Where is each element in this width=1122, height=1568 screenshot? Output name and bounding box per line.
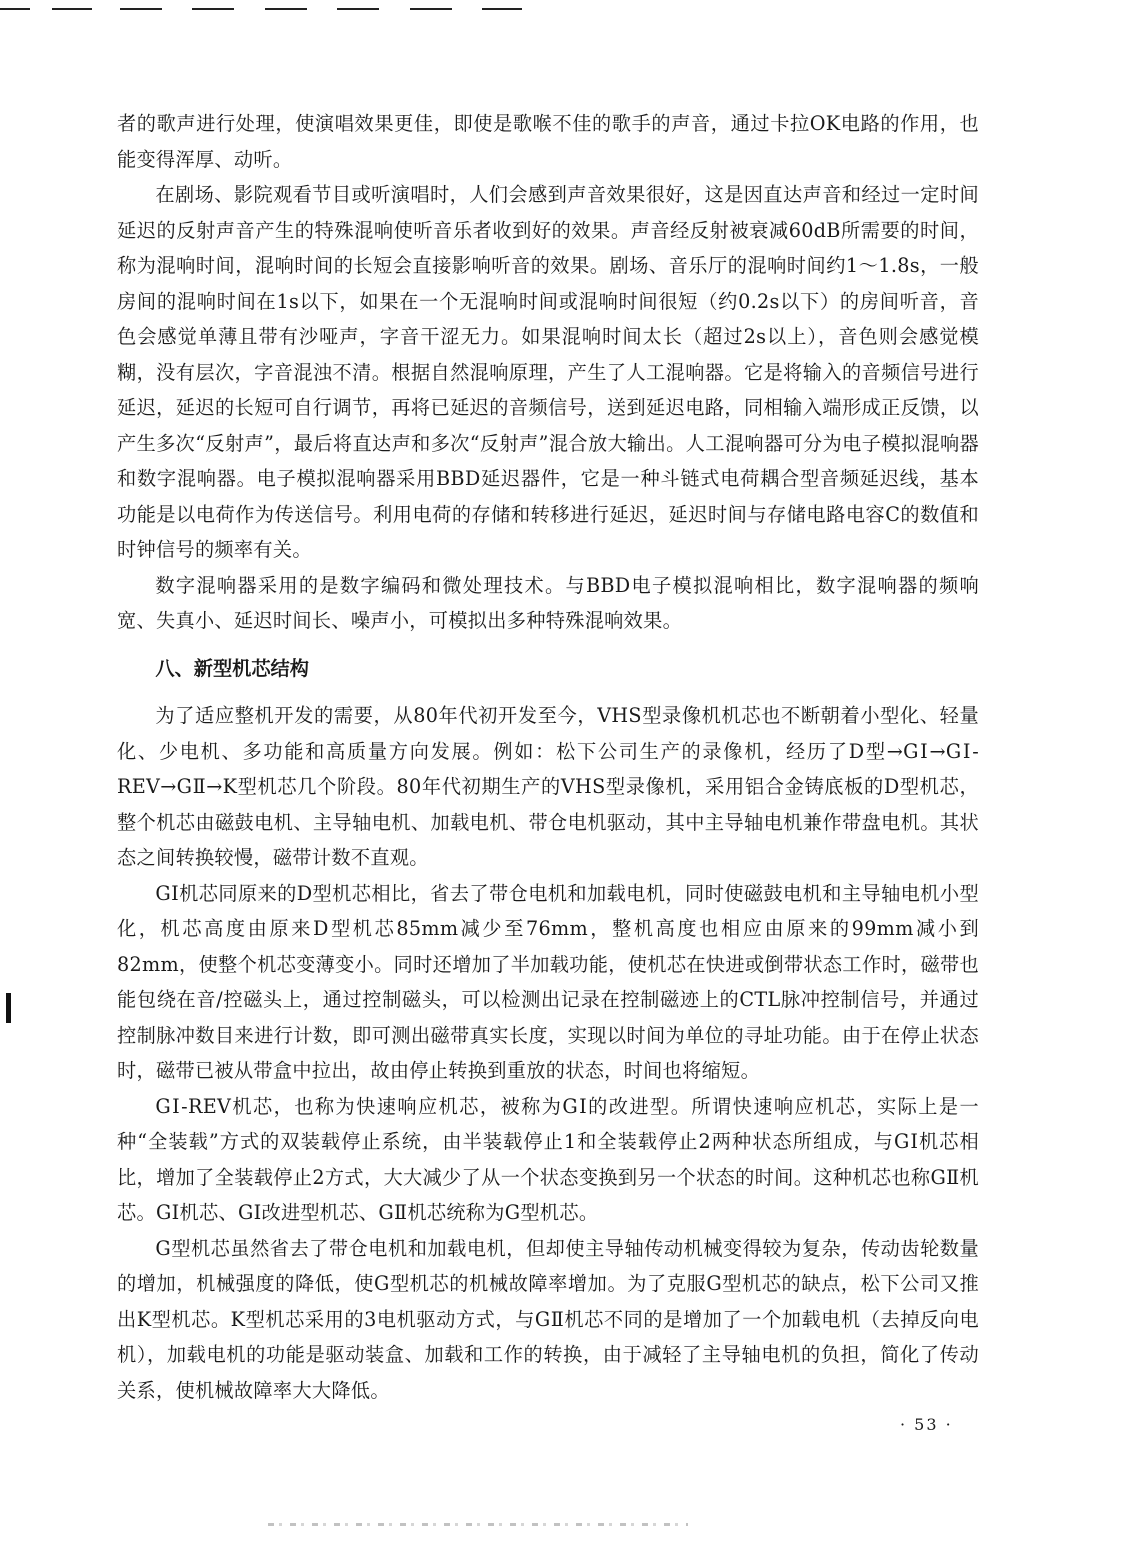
paragraph-mechanism-development: 为了适应整机开发的需要，从80年代初开发至今，VHS型录像机机芯也不断朝着小型化、轻量化、少电机、多功能和高质量方向发展。例如：松下公司生产的录像机，经历了D型→GⅠ→GⅠ-REV→GⅡ→K型机芯几个阶段。80年代初期生产的VHS型录像机，采用铝合金铸底板的D型机芯，整个机芯由磁鼓电机、主导轴电机、加载电机、带仓电机驱动，其中主导轴电机兼作带盘电机。其状态之间转换较慢，磁带计数不直观。 [117,704,979,869]
scan-bottom-noise [268,1523,688,1526]
paragraph-g1-mechanism: GⅠ机芯同原来的D型机芯相比，省去了带仓电机和加载电机，同时使磁鼓电机和主导轴电机小型化，机芯高度由原来D型机芯85mm减少至76mm，整机高度也相应由原来的99mm减小到82mm，使整个机芯变薄变小。同时还增加了半加载功能，使机芯在快进或倒带状态工作时，磁带也能包绕在音/控磁头上，通过控制磁头，可以检测出记录在控制磁迹上的CTL脉冲控制信号，并通过控制脉冲数目来进行计数，即可测出磁带真实长度，实现以时间为单位的寻址功能。由于在停止状态时，磁带已被从带盒中拉出，故由停止转换到重放的状态，时间也将缩短。 [117,881,979,1082]
paragraph-digital-reverb: 数字混响器采用的是数字编码和微处理技术。与BBD电子模拟混响相比，数字混响器的频响宽、失真小、延迟时间长、噪声小，可模拟出多种特殊混响效果。 [117,573,979,632]
scan-margin-mark [6,993,11,1023]
page-number: · 53 · [900,1415,953,1434]
scan-edge-marks [0,0,1122,12]
paragraph-k-mechanism: G型机芯虽然省去了带仓电机和加载电机，但却使主导轴传动机械变得较为复杂，传动齿轮数量的增加，机械强度的降低，使G型机芯的机械故障率增加。为了克服G型机芯的缺点，松下公司又推出K型机芯。K型机芯采用的3电机驱动方式，与GⅡ机芯不同的是增加了一个加载电机（去掉反向电机），加载电机的功能是驱动装盒、加载和工作的转换，由于减轻了主导轴电机的负担，简化了传动关系，使机械故障率大大降低。 [117,1236,979,1402]
paragraph-reverb: 在剧场、影院观看节目或听演唱时，人们会感到声音效果很好，这是因直达声音和经过一定时间延迟的反射声音产生的特殊混响使听音乐者收到好的效果。声音经反射被衰减60dB所需要的时间，称为混响时间，混响时间的长短会直接影响听音的效果。剧场、音乐厅的混响时间约1～1.8s，一般房间的混响时间在1s以下，如果在一个无混响时间或混响时间很短（约0.2s以下）的房间听音，音色会感觉单薄且带有沙哑声，字音干涩无力。如果混响时间太长（超过2s以上），音色则会感觉模糊，没有层次，字音混浊不清。根据自然混响原理，产生了人工混响器。它是将输入的音频信号进行延迟，延迟的长短可自行调节，再将已延迟的音频信号，送到延迟电路，同相输入端形成正反馈，以产生多次“反射声”，最后将直达声和多次“反射声”混合放大输出。人工混响器可分为电子模拟混响器和数字混响器。电子模拟混响器采用BBD延迟器件，它是一种斗链式电荷耦合型音频延迟线，基本功能是以电荷作为传送信号。利用电荷的存储和转移进行延迟，延迟时间与存储电路电容C的数值和时钟信号的频率有关。 [117,183,979,561]
paragraph-continued: 者的歌声进行处理，使演唱效果更佳，即使是歌喉不佳的歌手的声音，通过卡拉OK电路的作用，也能变得浑厚、动听。 [117,112,979,171]
paragraph-g1-rev-mechanism: GⅠ-REV机芯，也称为快速响应机芯，被称为GⅠ的改进型。所谓快速响应机芯，实际上是一种“全装载”方式的双装载停止系统，由半装载停止1和全装载停止2两种状态所组成，与GⅠ机芯相比，增加了全装载停止2方式，大大减少了从一个状态变换到另一个状态的时间。这种机芯也称GⅡ机芯。GⅠ机芯、GⅠ改进型机芯、GⅡ机芯统称为G型机芯。 [117,1094,979,1224]
page-body [117,106,979,1408]
section-heading: 八、新型机芯结构 [155,656,309,680]
